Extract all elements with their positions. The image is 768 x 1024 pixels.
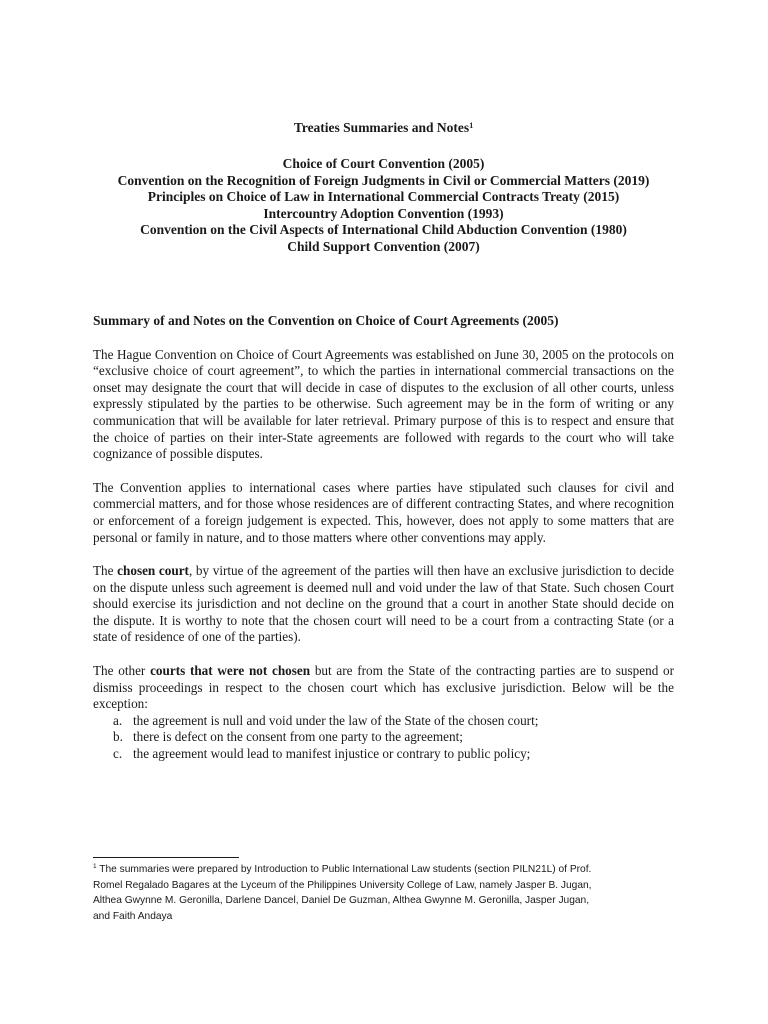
treaty-list [93,156,674,256]
title-footnote-marker: 1 [469,121,474,130]
list-item-marker: c. [113,746,123,762]
section-heading: Summary of and Notes on the Convention on Choice of Court Agreements (2005) [93,312,559,328]
footnote [93,862,693,924]
footnote-line: Althea Gwynne M. Geronilla, Darlene Dancel, Daniel De Guzman, Althea Gwynne M. Geronilla, Jasper Jugan, [93,895,590,906]
document-title-text: Treaties Summaries and Notes [293,120,470,135]
list-item [93,729,674,746]
treaty-title: Principles on Choice of Law in International Commercial Contracts Treaty (2015) [147,189,620,205]
treaty-title: Child Support Convention (2007) [287,238,480,254]
footnote-line: Romel Regalado Bagares at the Lyceum of the Philippines University College of Law, namely Jasper B. Jugan, [93,879,592,891]
paragraph-1: The Hague Convention on Choice of Court Agreements was established on June 30, 2005 on the protocols on “exclusive choice of court agreement”, to which the parties in international commercial transactions on the onset may designate the court that will decide in case of disputes to the exclusion of all other courts, unless expressly stipulated by the parties to be otherwise. Such agreement may be in the form of writing or any communication that will be available for later retrieval. Primary purpose of this is to respect and ensure that the choice of parties on their inter-State agreements are followed with regards to the court who will take cognizance of possible disputes. [93,346,674,462]
exception-list [93,713,674,763]
document-body [93,120,674,763]
paragraph-3-bold: chosen court [117,563,189,579]
list-item-text: the agreement would lead to manifest injustice or contrary to public policy; [133,746,531,762]
paragraph-4 [93,663,674,713]
footnote-text: The summaries were prepared by Introduction to Public International Law students (section PILN21L) of Prof. [96,864,592,875]
paragraph-3-rest: , by virtue of the agreement of the parties will then have an exclusive jurisdiction to decide on the dispute unless such agreement is deemed null and void under the law of that State. Such chosen Court should exercise its jurisdiction and not decline on the ground that a court in another State should decide on the dispute. It is worthy to note that the chosen court will need to be a court from a contracting State (or a state of residence of one of the parties). [93,563,674,645]
paragraph-4-rest: but are from the State of the contracting parties are to suspend or dismiss proceedings in respect to the chosen court which has exclusive jurisdiction. Below will be the exception: [93,663,675,712]
paragraph-3 [93,563,674,646]
paragraph-4-lead: The other [93,663,151,679]
treaty-title: Intercountry Adoption Convention (1993) [263,205,504,221]
treaty-title: Choice of Court Convention (2005) [282,156,485,171]
list-item-text: there is defect on the consent from one party to the agreement; [133,729,463,745]
list-item [93,746,674,763]
treaty-title: Convention on the Civil Aspects of International Child Abduction Convention (1980) [140,222,627,238]
footnote-line [93,862,693,878]
list-item-text: the agreement is null and void under the law of the State of the chosen court; [133,712,539,728]
treaty-title: Convention on the Recognition of Foreign Judgments in Civil or Commercial Matters (2019) [117,172,650,188]
list-item-marker: b. [113,729,123,745]
footnote-divider [93,857,239,858]
paragraph-2: The Convention applies to international cases where parties have stipulated such clauses for civil and commercial matters, and for those whose residences are of different contracting States, and where recognition or enforcement of a foreign judgement is expected. This, however, does not apply to some matters that are personal or family in nature, and to those matters where other conventions may apply. [93,479,674,545]
list-item [93,713,674,730]
document-title [93,120,674,136]
paragraph-4-bold: courts that were not chosen [150,663,311,679]
list-item-marker: a. [113,712,123,728]
paragraph-3-lead: The [93,563,118,579]
footnote-marker: 1 [93,863,97,870]
footnote-line: and Faith Andaya [93,910,173,922]
